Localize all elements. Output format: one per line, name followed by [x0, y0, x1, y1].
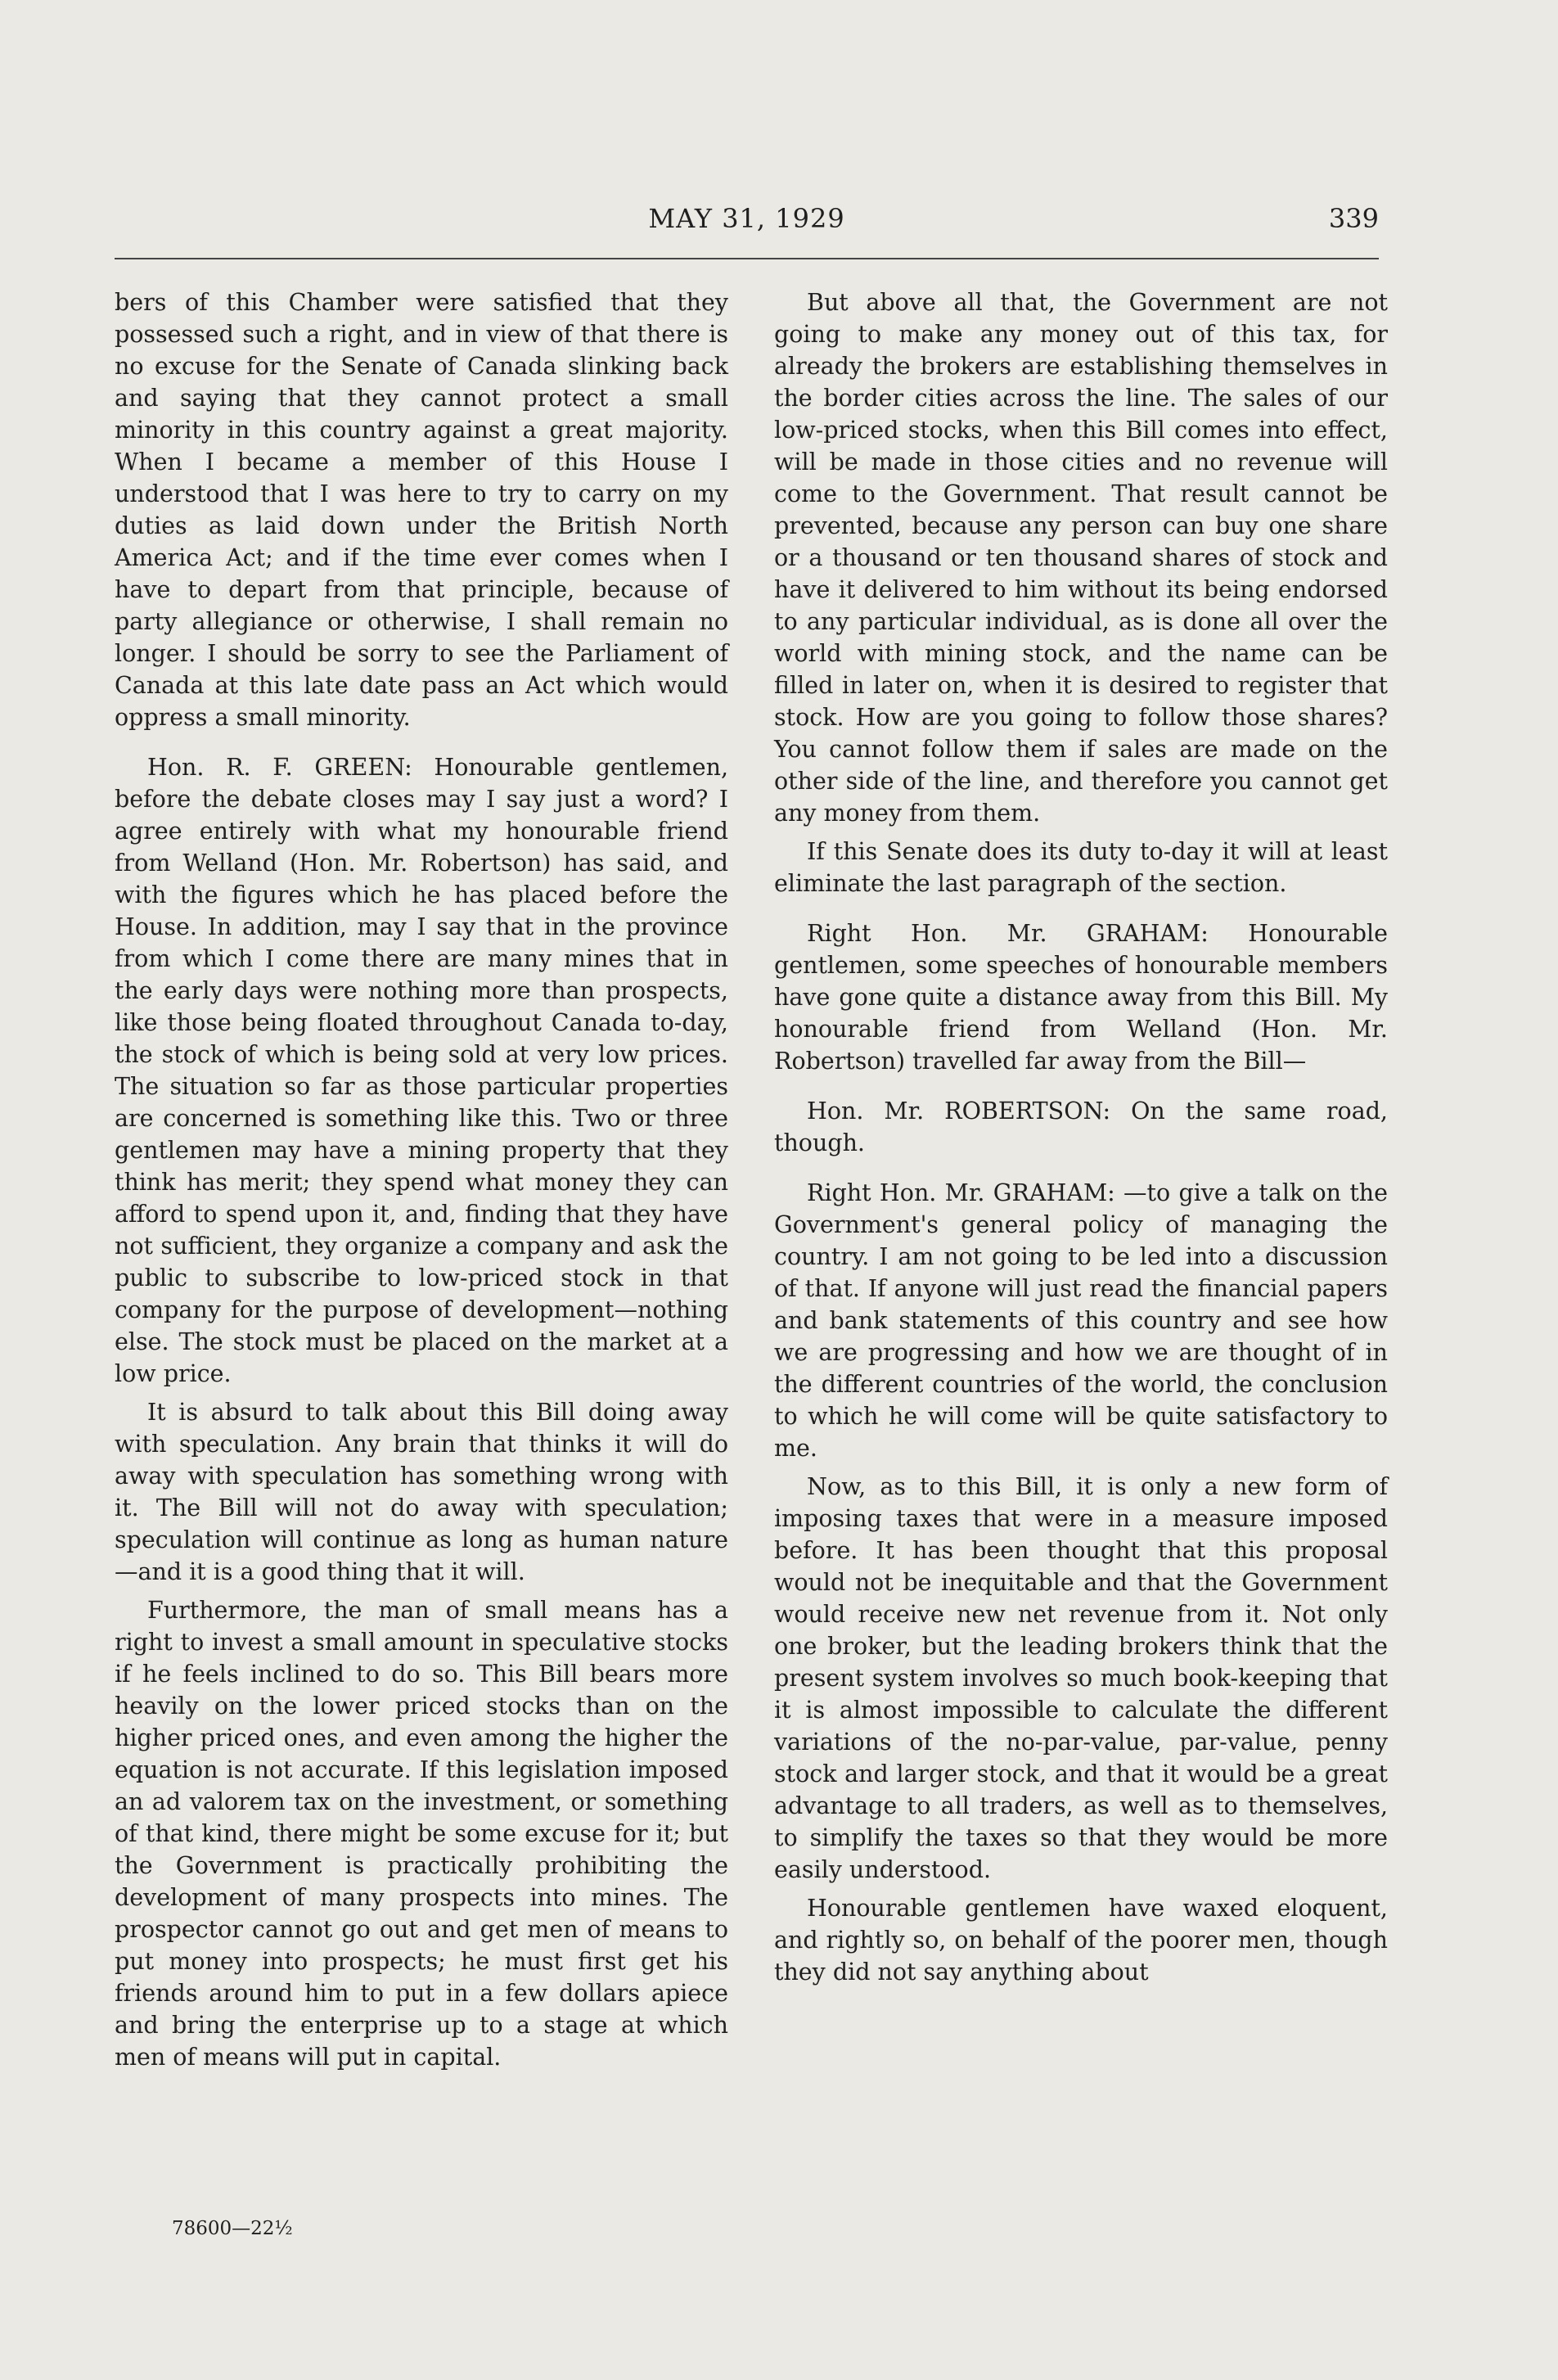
- paragraph: If this Senate does its duty to-day it will at least eliminate the last paragraph of the section.: [774, 838, 1388, 897]
- paragraph: Right Hon. Mr. GRAHAM: —to give a talk on the Government's general policy of managing the country. I am not going to be led into a discussion of that. If anyone will just read the financial papers and bank statements of this country and see how we are progressing and how we are thought of in the different countries of the world, the conclusion to which he will come will be quite satisfactory to me.: [774, 1179, 1388, 1462]
- header-date: MAY 31, 1929: [648, 203, 845, 234]
- paragraph: bers of this Chamber were satisfied that they possessed such a right, and in view of that there is no excuse for the Senate of Canada slinking back and saying that they cannot protect a small minority in this country against a great majority. When I became a member of this House I understood that I was here to try to carry on my duties as laid down under the British North America Act; and if the time ever comes when I have to depart from that principle, because of party allegiance or otherwise, I shall remain no longer. I should be sorry to see the Parliament of Canada at this late date pass an Act which would oppress a small minority.: [115, 289, 728, 731]
- paragraph: Honourable gentlemen have waxed eloquent, and rightly so, on behalf of the poorer men, though they did not say anything about: [774, 1895, 1388, 1986]
- paragraph: Right Hon. Mr. GRAHAM: Honourable gentlemen, some speeches of honourable members have gone quite a distance away from this Bill. My honourable friend from Welland (Hon. Mr. Robertson) travelled far away from the Bill—: [774, 920, 1388, 1075]
- paragraph: Now, as to this Bill, it is only a new form of imposing taxes that were in a measure imposed before. It has been thought that this proposal would not be inequitable and that the Government would receive new net revenue from it. Not only one broker, but the leading brokers think that the present system involves so much book-keeping that it is almost impossible to calculate the different variations of the no-par-value, par-value, penny stock and larger stock, and that it would be a great advantage to all traders, as well as to themselves, to simplify the taxes so that they would be more easily understood.: [774, 1473, 1388, 1883]
- left-column: [115, 286, 728, 2080]
- paragraph: It is absurd to talk about this Bill doing away with speculation. Any brain that thinks it will do away with speculation has something wrong with it. The Bill will not do away with speculation; speculation will continue as long as human nature—and it is a good thing that it will.: [115, 1399, 728, 1585]
- header-rule: [115, 258, 1379, 259]
- signature-mark: 78600—22½: [172, 2218, 293, 2239]
- paragraph: Hon. R. F. GREEN: Honourable gentlemen, before the debate closes may I say just a word? I agree entirely with what my honourable friend from Welland (Hon. Mr. Robertson) has said, and with the figures which he has placed before the House. In addition, may I say that in the province from which I come there are many mines that in the early days were nothing more than prospects, like those being floated throughout Canada to-day, the stock of which is being sold at very low prices. The situation so far as those particular properties are concerned is something like this. Two or three gentlemen may have a mining property that they think has merit; they spend what money they can afford to spend upon it, and, finding that they have not sufficient, they organize a company and ask the public to subscribe to low-priced stock in that company for the purpose of development—nothing else. The stock must be placed on the market at a low price.: [115, 754, 728, 1387]
- paragraph: Furthermore, the man of small means has a right to invest a small amount in speculative stocks if he feels inclined to do so. This Bill bears more heavily on the lower priced stocks than on the higher priced ones, and even among the higher the equation is not accurate. If this legislation imposed an ad valorem tax on the investment, or something of that kind, there might be some excuse for it; but the Government is practically prohibiting the development of many prospects into mines. The prospector cannot go out and get men of means to put money into prospects; he must first get his friends around him to put in a few dollars apiece and bring the enterprise up to a stage at which men of means will put in capital.: [115, 1597, 728, 2071]
- page-header: [115, 203, 1379, 252]
- right-column: [774, 286, 1388, 1995]
- page-number: 339: [1328, 203, 1379, 234]
- paragraph: Hon. Mr. ROBERTSON: On the same road, though.: [774, 1098, 1388, 1156]
- paragraph: But above all that, the Government are not going to make any money out of this tax, for already the brokers are establishing themselves in the border cities across the line. The sales of our low-priced stocks, when this Bill comes into effect, will be made in those cities and no revenue will come to the Government. That result cannot be prevented, because any person can buy one share or a thousand or ten thousand shares of stock and have it delivered to him without its being endorsed to any particular individual, as is done all over the world with mining stock, and the name can be filled in later on, when it is desired to register that stock. How are you going to follow those shares? You cannot follow them if sales are made on the other side of the line, and therefore you cannot get any money from them.: [774, 289, 1388, 827]
